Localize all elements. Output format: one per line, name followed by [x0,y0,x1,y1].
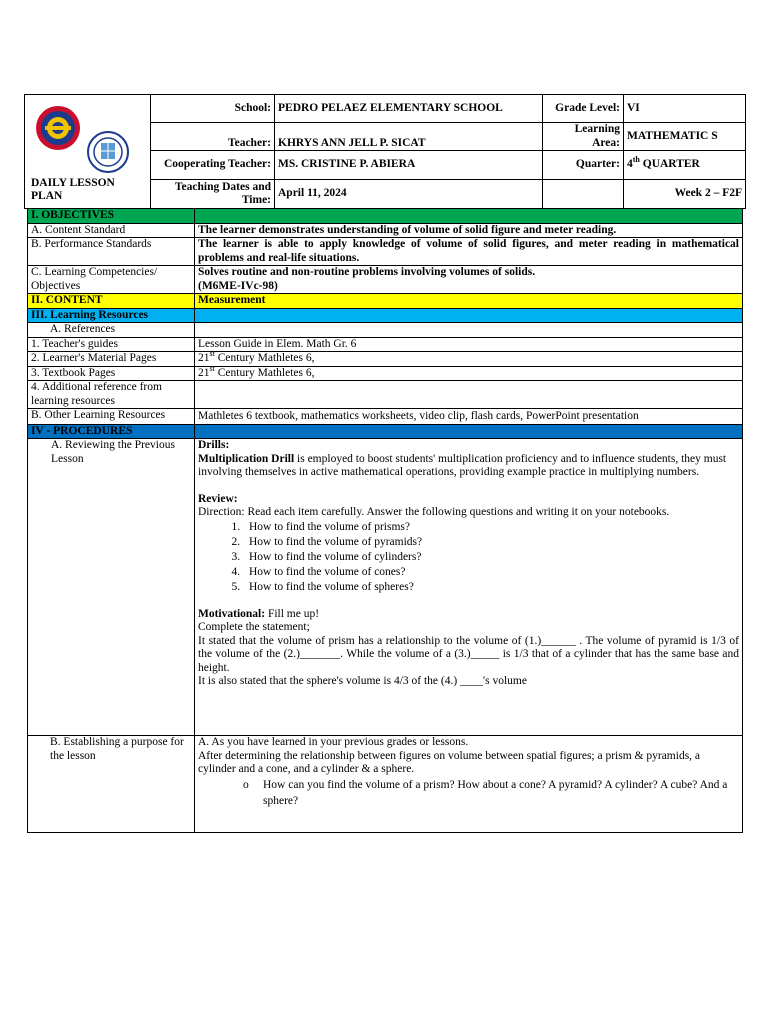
review-list [198,520,739,595]
textbook-pages-label: 3. Textbook Pages [28,366,195,381]
purpose-label: B. Establishing a purpose for the lesson [28,736,195,833]
teacher-value: KHRYS ANN JELL P. SICAT [275,123,543,151]
performance-standards-label: B. Performance Standards [28,238,195,266]
additional-reference-label: 4. Additional reference from learning resources [28,381,195,409]
motivational-text: It stated that the volume of prism has a relationship to the volume of (1.)______ . The volume of pyramid is 1/3 of the volume of the (2.)_______. While the volume of a (3.)_____ is 1/3 that of a cylinder that has the same base and height. [198,634,739,674]
teachers-guides-value: Lesson Guide in Elem. Math Gr. 6 [195,337,743,352]
motivational-heading: Motivational: Fill me up! [198,607,320,620]
purpose-content [195,736,743,833]
purpose-line-1: A. As you have learned in your previous grades or lessons. [198,736,469,748]
week-value: Week 2 – F2F [624,180,746,209]
empty-cell [543,180,624,209]
daily-lesson-plan-title: DAILY LESSON PLAN [31,177,115,202]
grade-value: VI [624,95,746,123]
learning-area-label: Learning Area: [543,123,624,151]
learners-material-label: 2. Learner's Material Pages [28,352,195,367]
quarter-value: 4th QUARTER [624,151,746,180]
list-item: 3. How to find the volume of cylinders? [243,550,739,565]
deped-seal-logo [87,131,129,173]
review-heading: Review: [198,492,238,505]
teaching-dates-value: April 11, 2024 [275,180,543,209]
content-value: Measurement [195,294,743,309]
content-standard-label: A. Content Standard [28,223,195,238]
teaching-dates-label: Teaching Dates and Time: [151,180,275,209]
cooperating-teacher-label: Cooperating Teacher: [151,151,275,180]
list-item: 2. How to find the volume of pyramids? [243,535,739,550]
teacher-label: Teacher: [151,123,275,151]
list-item: 1. How to find the volume of prisms? [243,520,739,535]
list-item: 5. How to find the volume of spheres? [243,580,739,595]
learners-material-value: 21st Century Mathletes 6, [195,352,743,367]
list-item: o How can you find the volume of a prism? How about a cone? A pyramid? A cylinder? A cube? And a sphere? [243,778,728,807]
learning-competencies-label: C. Learning Competencies/ Objectives [28,266,195,294]
quarter-label: Quarter: [543,151,624,180]
learning-resources-heading: III. Learning Resources [28,308,195,323]
content-standard-value: The learner demonstrates understanding of volume of solid figure and meter reading. [195,223,743,238]
purpose-list [198,777,739,809]
reviewing-content [195,439,743,736]
review-direction: Direction: Read each item carefully. Answer the following questions and writing it on your notebooks. [198,506,670,518]
performance-standards-value: The learner is able to apply knowledge of volume of solid figures, and meter reading in mathematical problems and real-life situations. [195,238,743,266]
lesson-plan-table [27,208,743,833]
textbook-pages-value: 21st Century Mathletes 6, [195,366,743,381]
teachers-guides-label: 1. Teacher's guides [28,337,195,352]
reviewing-label: A. Reviewing the Previous Lesson [28,439,195,736]
grade-label: Grade Level: [543,95,624,123]
procedures-heading: IV - PROCEDURES [28,424,195,439]
drills-heading: Drills: [198,439,230,451]
objectives-heading: I. OBJECTIVES [28,209,195,224]
logo-cell [25,95,151,209]
circle-bullet-icon: o [243,778,249,791]
references-label: A. References [28,323,195,338]
content-heading: II. CONTENT [28,294,195,309]
motivational-instruction: Complete the statement; [198,621,310,633]
school-value: PEDRO PELAEZ ELEMENTARY SCHOOL [275,95,543,123]
learning-competencies-value: Solves routine and non-routine problems involving volumes of solids. (M6ME-IVc-98) [195,266,743,294]
drills-text: Multiplication Drill is employed to boost students' multiplication proficiency and to influence students, they must involving themselves in active mathematical operations, providing example practice in multiplying numbers. [198,452,727,478]
other-resources-value: Mathletes 6 textbook, mathematics worksheets, video clip, flash cards, PowerPoint presentation [195,409,743,425]
list-item: 4. How to find the volume of cones? [243,565,739,580]
learning-area-value: MATHEMATIC S [624,123,746,151]
school-label: School: [151,95,275,123]
other-resources-label: B. Other Learning Resources [28,409,195,425]
school-seal-logo [35,105,81,151]
header-table [24,94,746,209]
motivational-text-2: It is also stated that the sphere's volume is 4/3 of the (4.) ____'s volume [198,675,527,687]
purpose-line-2: After determining the relationship between figures on volume between spatial figures; a prism & pyramids, a cylinder and a cone, and a cylinder & a sphere. [198,749,701,775]
cooperating-teacher-value: MS. CRISTINE P. ABIERA [275,151,543,180]
